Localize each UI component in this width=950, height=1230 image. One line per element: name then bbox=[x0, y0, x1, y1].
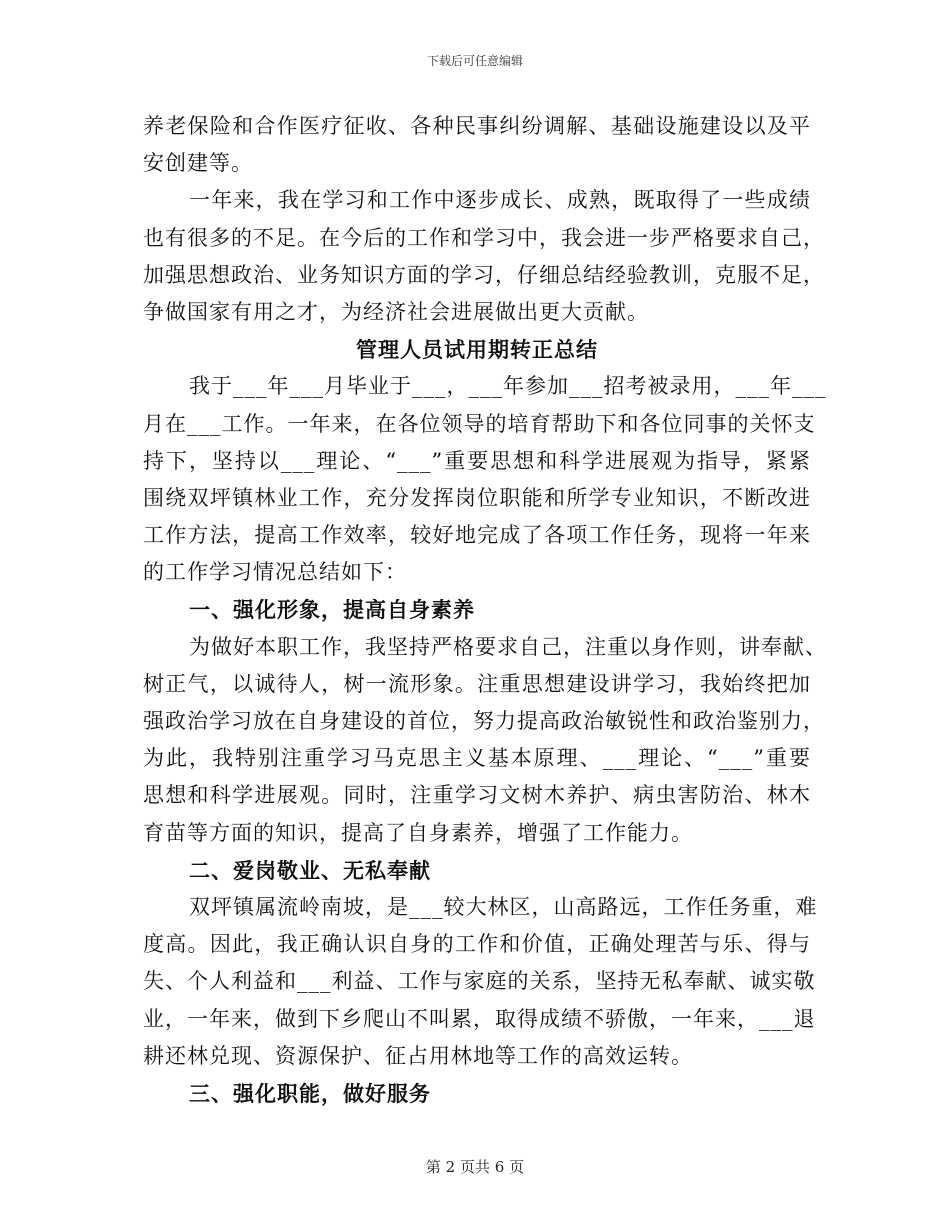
body-text-line: 安创建等。 bbox=[143, 151, 253, 176]
body-text-line: 围绕双坪镇林业工作，充分发挥岗位职能和所学专业知识，不断改进 bbox=[143, 485, 811, 510]
paragraph-first-line: 我于___年___月毕业于___，___年参加___招考被录用，___年___ bbox=[189, 374, 827, 399]
body-text-line: 业，一年来，做到下乡爬山不叫累，取得成绩不骄傲，一年来，___退 bbox=[143, 1006, 816, 1031]
body-text-line: 强政治学习放在自身建设的首位，努力提高政治敏锐性和政治鉴别力， bbox=[143, 709, 825, 733]
body-text-line: 月在___工作。一年来，在各位领导的培育帮助下和各位同事的关怀支 bbox=[143, 411, 816, 436]
body-text-line: 加强思想政治、业务知识方面的学习，仔细总结经验教训，克服不足， bbox=[143, 262, 825, 287]
body-text-line: 持下，坚持以___理论、“___”重要思想和科学进展观为指导，紧紧 bbox=[143, 448, 811, 473]
section-heading: 三、强化职能，做好服务 bbox=[189, 1080, 431, 1106]
body-text-line: 的工作学习情况总结如下： bbox=[143, 560, 407, 585]
document-body bbox=[143, 108, 827, 1112]
body-text-line: 耕还林兑现、资源保护、征占用林地等工作的高效运转。 bbox=[143, 1043, 693, 1068]
body-text-line: 树正气，以诚待人，树一流形象。注重思想建设讲学习，我始终把加 bbox=[143, 671, 811, 696]
body-text-line: 失、个人利益和___利益、工作与家庭的关系，坚持无私奉献、诚实敬 bbox=[143, 969, 816, 994]
body-text-line: 争做国家有用之才，为经济社会进展做出更大贡献。 bbox=[143, 299, 649, 324]
body-text-line: 度高。因此，我正确认识自身的工作和价值，正确处理苦与乐、得与 bbox=[143, 932, 811, 957]
paragraph-first-line: 双坪镇属流岭南坡，是___较大林区，山高路远，工作任务重，难 bbox=[189, 894, 818, 919]
body-text-line: 养老保险和合作医疗征收、各种民事纠纷调解、基础设施建设以及平 bbox=[143, 114, 811, 138]
document-title: 管理人员试用期转正总结 bbox=[356, 337, 598, 363]
page-footer: 第 2 页共 6 页 bbox=[425, 1158, 525, 1176]
paragraph-first-line: 一年来，我在学习和工作中逐步成长、成熟，既取得了一些成绩 bbox=[189, 188, 811, 213]
section-heading: 一、强化形象，提高自身素养 bbox=[189, 597, 475, 623]
body-text-line: 工作方法，提高工作效率，较好地完成了各项工作任务，现将一年来 bbox=[143, 523, 811, 548]
body-text-line: 育苗等方面的知识，提高了自身素养，增强了工作能力。 bbox=[143, 820, 693, 845]
section-heading: 二、爱岗敬业、无私奉献 bbox=[189, 857, 431, 883]
page-header: 下载后可任意编辑 bbox=[426, 54, 523, 68]
body-text-line: 思想和科学进展观。同时，注重学习文树木养护、病虫害防治、林木 bbox=[143, 783, 811, 808]
body-text-line: 为此，我特别注重学习马克思主义基本原理、___理论、“___”重要 bbox=[143, 746, 811, 771]
body-text-line: 也有很多的不足。在今后的工作和学习中，我会进一步严格要求自己， bbox=[143, 225, 825, 250]
paragraph-first-line: 为做好本职工作，我坚持严格要求自己，注重以身作则，讲奉献、 bbox=[189, 634, 827, 659]
